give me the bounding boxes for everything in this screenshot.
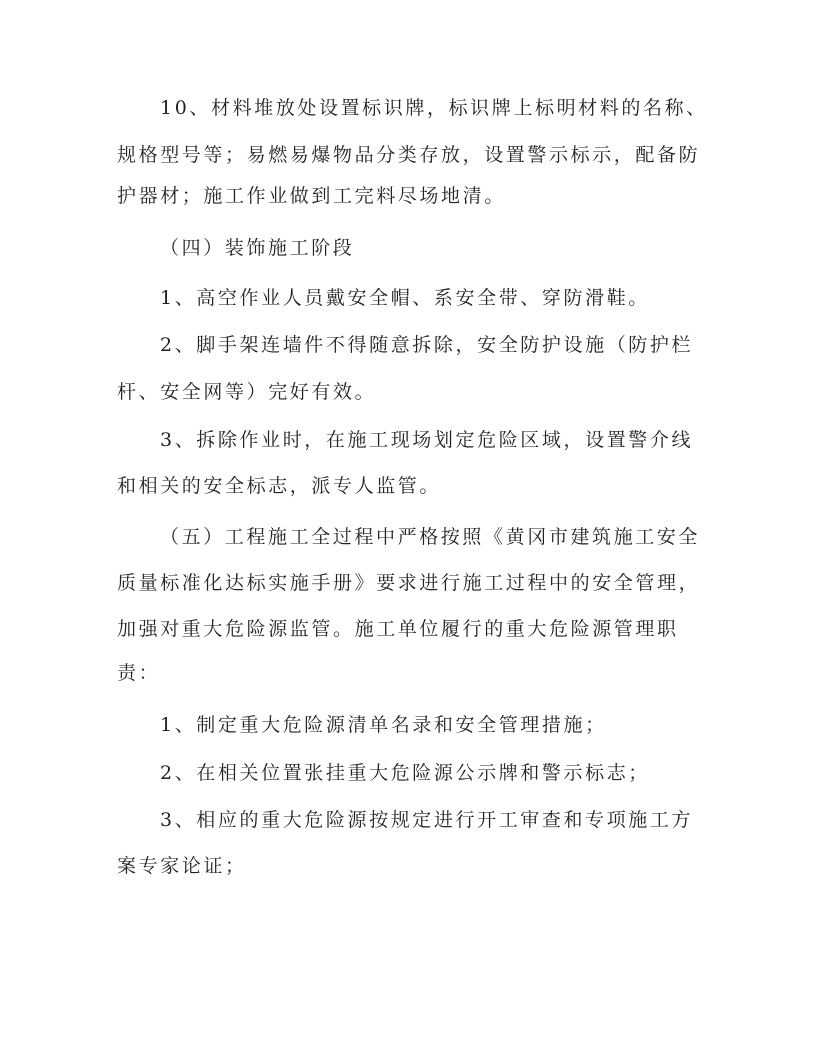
paragraph-line: 3、相应的重大危险源按规定进行开工审查和专项施工方 (160, 809, 694, 831)
paragraph-line: 1、制定重大危险源清单名录和安全管理措施； (160, 714, 607, 736)
paragraph-line: 案专家论证； (117, 855, 247, 877)
section-heading: （四）装饰施工阶段 (160, 237, 355, 259)
paragraph-line: （五）工程施工全过程中严格按照《黄冈市建筑施工安全 (160, 526, 701, 548)
paragraph-line: 1、高空作业人员戴安全帽、系安全带、穿防滑鞋。 (160, 287, 650, 309)
paragraph-line: 10、材料堆放处设置标识牌，标识牌上标明材料的名称、 (160, 97, 708, 119)
paragraph-line: 3、拆除作业时，在施工现场划定危险区域，设置警介线 (160, 429, 694, 451)
paragraph-line: 2、在相关位置张挂重大危险源公示牌和警示标志； (160, 762, 650, 784)
paragraph-line: 质量标准化达标实施手册》要求进行施工过程中的安全管理， (117, 572, 701, 594)
paragraph-line: 规格型号等；易燃易爆物品分类存放，设置警示标示，配备防 (117, 144, 701, 166)
paragraph-line: 杆、安全网等）完好有效。 (117, 381, 377, 403)
paragraph-line: 2、脚手架连墙件不得随意拆除，安全防护设施（防护栏 (160, 334, 694, 356)
paragraph-line: 责： (117, 662, 161, 684)
paragraph-line: 护器材；施工作业做到工完料尽场地清。 (117, 185, 506, 207)
paragraph-line: 加强对重大危险源监管。施工单位履行的重大危险源管理职 (117, 618, 679, 640)
paragraph-line: 和相关的安全标志，派专人监管。 (117, 475, 442, 497)
